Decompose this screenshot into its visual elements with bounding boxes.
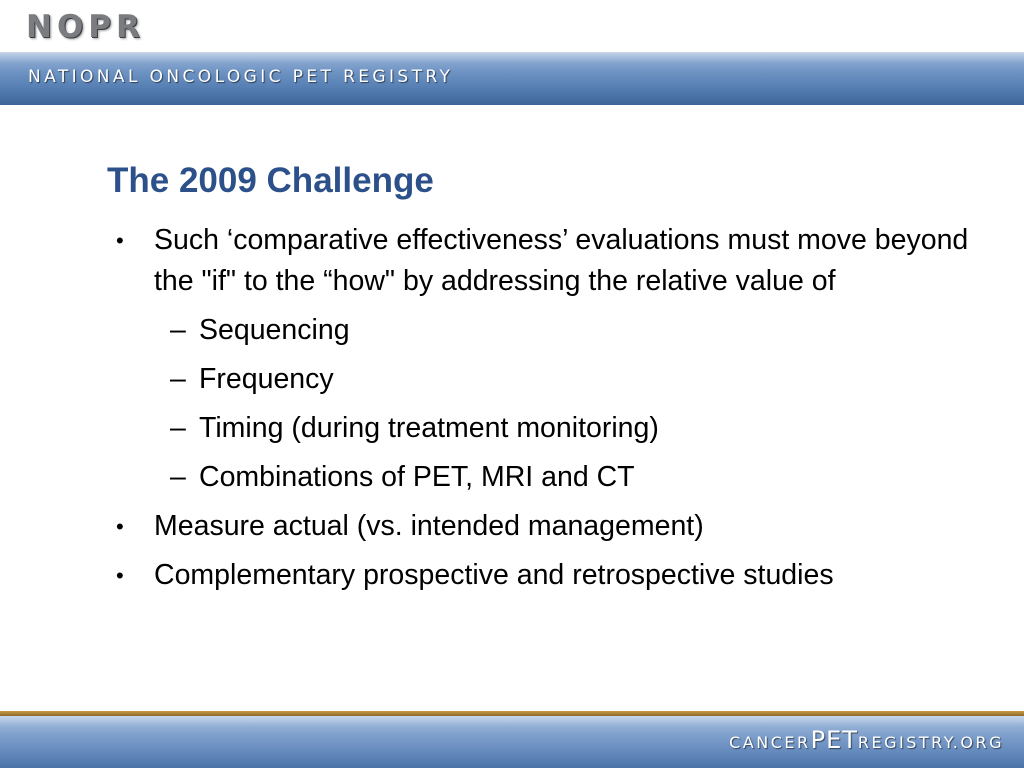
dash-mark: – (170, 314, 186, 346)
url-part-registry: REGISTRY.ORG (857, 733, 1004, 752)
bullet-item (108, 506, 988, 547)
sub-bullet-text: Timing (during treatment monitoring) (199, 412, 659, 444)
nopr-logo: NOPR (26, 9, 145, 45)
header-banner (0, 52, 1024, 105)
bullet-mark: • (116, 228, 124, 253)
url-part-pet: PET (810, 726, 858, 754)
sub-bullet-item (108, 408, 988, 449)
bullet-text: Measure actual (vs. intended management) (154, 510, 704, 542)
bullet-text: Such ‘comparative effectiveness’ evaluations must move beyond the "if" to the “how" by addressing the relative value of (154, 224, 969, 297)
bullet-text: Complementary prospective and retrospective studies (154, 559, 834, 591)
bullet-item (108, 555, 988, 596)
bullet-item (108, 220, 988, 302)
bullet-mark: • (116, 514, 124, 539)
dash-mark: – (170, 412, 186, 444)
registry-name: NATIONAL ONCOLOGIC PET REGISTRY (28, 67, 454, 87)
url-part-cancer: CANCER (729, 733, 811, 752)
sub-bullet-text: Sequencing (199, 314, 350, 346)
sub-bullet-text: Frequency (199, 363, 334, 395)
dash-mark: – (170, 461, 186, 493)
slide-title: The 2009 Challenge (107, 161, 434, 200)
slide-content (108, 220, 988, 604)
sub-bullet-text: Combinations of PET, MRI and CT (199, 461, 635, 493)
bullet-mark: • (116, 563, 124, 588)
dash-mark: – (170, 363, 186, 395)
sub-bullet-item (108, 310, 988, 351)
footer-banner (0, 716, 1024, 768)
sub-bullet-item (108, 359, 988, 400)
sub-bullet-item (108, 457, 988, 498)
footer-website (729, 728, 1004, 755)
